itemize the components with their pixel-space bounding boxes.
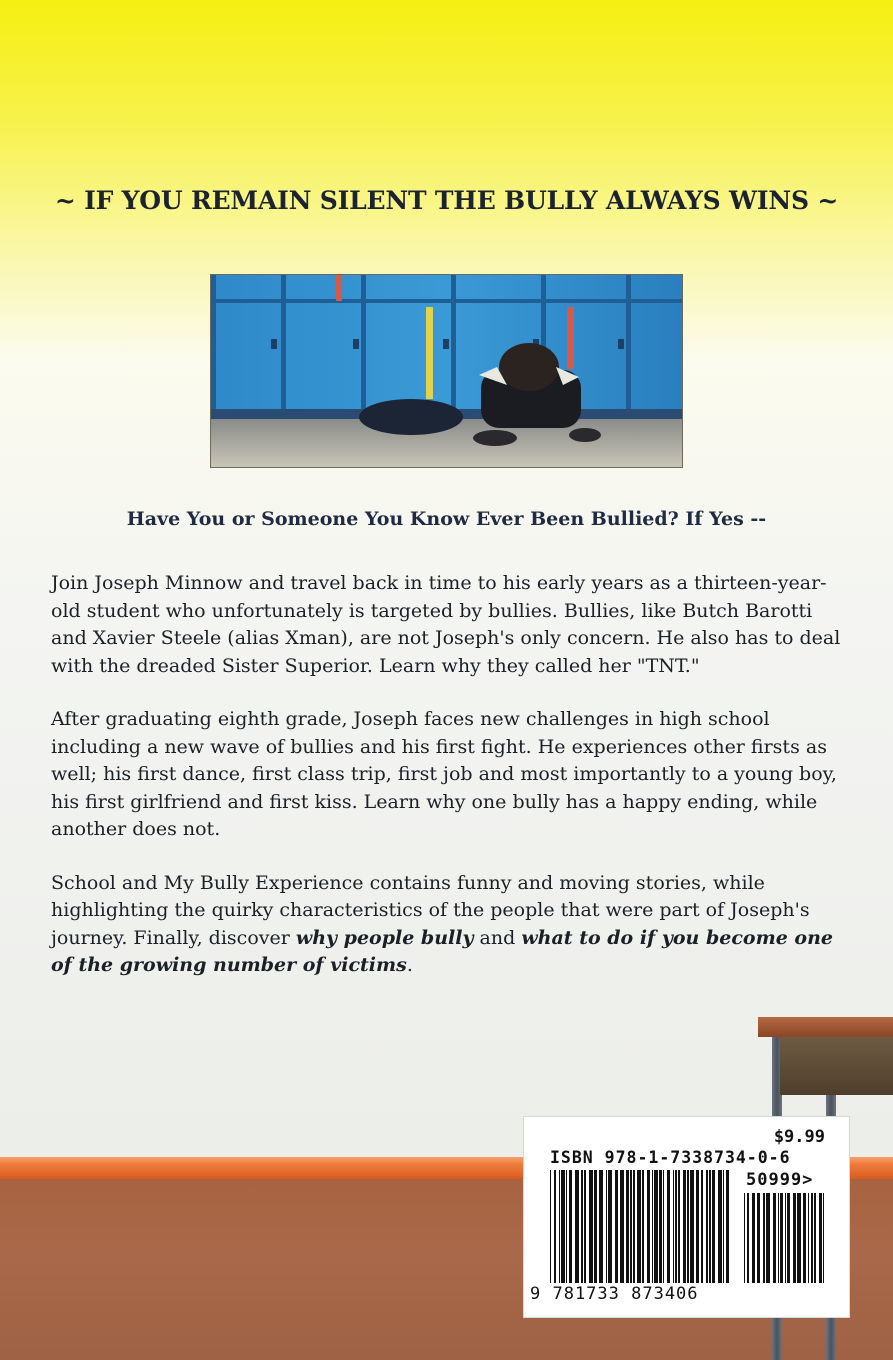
barcode-bar [814, 1193, 816, 1283]
desk-drawer [780, 1037, 893, 1095]
barcode-bar [808, 1193, 809, 1283]
barcode-bar [637, 1170, 641, 1283]
barcode-bar [673, 1170, 674, 1283]
paragraph-3-text-a: School and My Bully Experience contains funny and moving stories, while highlighting the quirky characteristics of the people that were part of Joseph's journey. Finally, discover [51, 871, 810, 949]
tagline: ~ IF YOU REMAIN SILENT THE BULLY ALWAYS WINS ~ [54, 186, 839, 215]
barcode-bar [584, 1170, 586, 1283]
barcode-bar [569, 1170, 572, 1283]
barcode-bar [642, 1170, 644, 1283]
barcode-bar [709, 1170, 711, 1283]
description [51, 570, 851, 1006]
isbn-number: ISBN 978-1-7338734-0-6 [550, 1148, 791, 1167]
barcode-bar [766, 1193, 770, 1283]
desk-top [758, 1017, 893, 1037]
emphasis-what-to-do: what to do if you become one of the growing number of victims [51, 926, 833, 976]
barcode-bar [659, 1170, 662, 1283]
paragraph-3-text-b: and [473, 926, 522, 949]
barcode-bar [780, 1193, 783, 1283]
barcode-bar [554, 1170, 556, 1283]
barcode-bar [589, 1170, 593, 1283]
description-paragraph-1: Join Joseph Minnow and travel back in time to his early years as a thirteen-year-old student who unfortunately is targeted by bullies. Bullies, like Butch Barotti and Xavier Steele (alias Xman), are not Joseph's only concern. He also has to deal with the dreaded Sister Superior. Learn why they called her "TNT." [51, 572, 841, 677]
description-paragraph-3 [51, 870, 851, 980]
barcode-bar [690, 1170, 694, 1283]
barcode-bar [687, 1170, 689, 1283]
cover-photo-boy-by-lockers [210, 274, 683, 468]
barcode-bar [626, 1170, 629, 1283]
barcode-bar [566, 1170, 567, 1283]
barcode-bar [752, 1193, 755, 1283]
price: $9.99 [773, 1127, 825, 1147]
barcode-bar [581, 1170, 583, 1283]
barcode-bar [744, 1193, 745, 1283]
barcode-bar [701, 1170, 703, 1283]
barcode-bar [652, 1170, 653, 1283]
emphasis-why-people-bully: why people bully [295, 926, 474, 949]
barcode-bar [647, 1170, 650, 1283]
barcode-bar [594, 1170, 597, 1283]
description-paragraph-2: After graduating eighth grade, Joseph faces new challenges in high school including a new wave of bullies and his first fight. He experiences other firsts as well; his first dance, first class trip, first job and most importantly to a young boy, his first girlfriend and first kiss. Learn why one bully has a happy ending, while another does not. [51, 708, 837, 840]
barcode-bar [559, 1170, 560, 1283]
isbn-barcode [523, 1116, 850, 1318]
barcode-bar [718, 1170, 722, 1283]
lockers-illustration [211, 275, 682, 467]
barcode-bar [550, 1170, 551, 1283]
barcode-bar [599, 1170, 603, 1283]
barcode-bar [654, 1170, 658, 1283]
barcode-bar [630, 1170, 632, 1283]
barcode-bar [823, 1193, 824, 1283]
barcode-bar [811, 1193, 813, 1283]
barcode-bar [575, 1170, 579, 1283]
question-heading: Have You or Someone You Know Ever Been Bullied? If Yes -- [126, 508, 767, 530]
barcode-bar [747, 1193, 749, 1283]
barcode-bar [797, 1193, 801, 1283]
barcode-bar [757, 1193, 760, 1283]
barcode-bar [608, 1170, 612, 1283]
barcode-bar [706, 1170, 708, 1283]
paragraph-3-text-c: . [406, 954, 413, 976]
barcode-bar [561, 1170, 565, 1283]
barcode-bar [773, 1193, 776, 1283]
barcode-bar [696, 1170, 699, 1283]
barcode-bar [723, 1170, 724, 1283]
barcode-bar [606, 1170, 607, 1283]
barcode-bar [620, 1170, 624, 1283]
barcode-bar [633, 1170, 635, 1283]
barcode-bar [663, 1170, 664, 1283]
barcode-bar [787, 1193, 790, 1283]
barcode-bar [683, 1170, 686, 1283]
price-addon-code: 50999> [746, 1170, 814, 1190]
barcode-bar [712, 1170, 715, 1283]
barcode-bar [615, 1170, 618, 1283]
barcode-bar [785, 1193, 786, 1283]
barcode-bar [803, 1193, 806, 1283]
barcode-bar [675, 1170, 677, 1283]
barcode-bar [778, 1193, 779, 1283]
barcode-bar [819, 1193, 822, 1283]
barcode-digits: 9 781733 873406 [530, 1284, 699, 1304]
barcode-bar [793, 1193, 796, 1283]
barcode-bar [667, 1170, 670, 1283]
barcode-bar [678, 1170, 680, 1283]
barcode-bar [763, 1193, 765, 1283]
barcode-bar [726, 1170, 729, 1283]
